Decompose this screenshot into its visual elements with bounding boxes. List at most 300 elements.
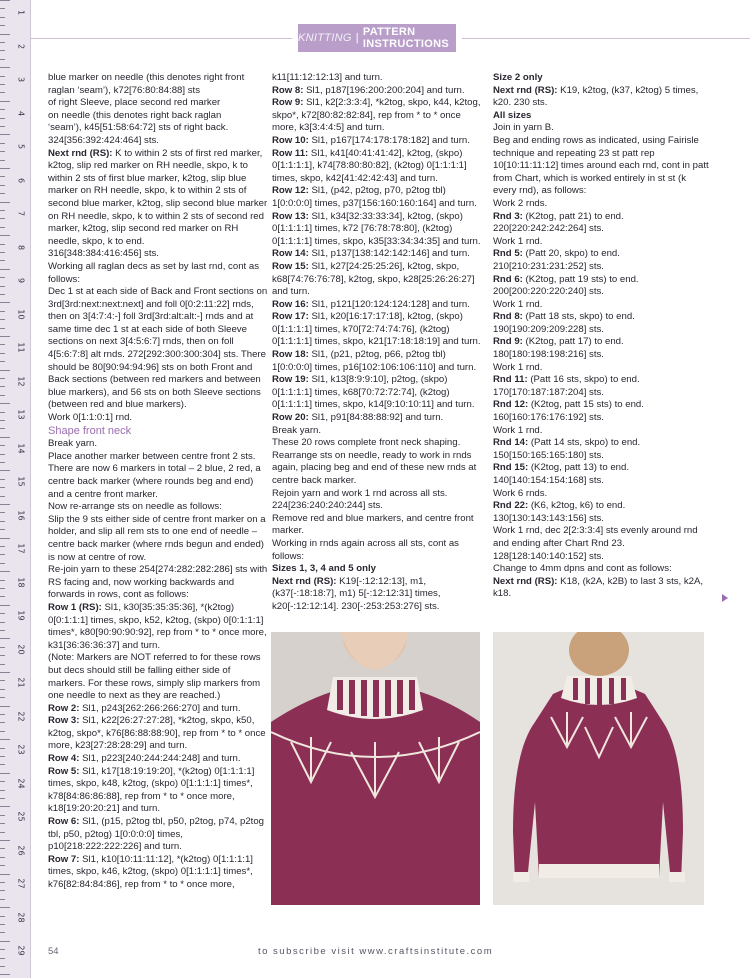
continue-arrow-icon	[722, 594, 728, 602]
instruction-text: Sl1, k30[35:35:35:36], *(k2tog) 0[0:1:1:1] times, skpo, k52, k2tog, (skpo) 0[0:1:1:1] times*, k80[90:90:90:92], rep from * to * once more, k31[36:36:36:37] and turn.	[48, 601, 267, 651]
ruler-tick	[0, 76, 5, 77]
instruction-text: Remove red and blue markers, and centre front marker.	[272, 512, 474, 537]
ruler-tick	[0, 739, 10, 740]
banner-separator: |	[355, 32, 359, 44]
instruction-text: Sl1, p91[84:88:88:92] and turn.	[308, 412, 444, 424]
ruler-tick	[0, 235, 10, 236]
ruler-tick	[0, 756, 5, 757]
section-subheading: Shape front neck	[48, 424, 132, 437]
instruction-text: Now re-arrange sts on needle as follows:	[48, 501, 222, 513]
paragraph	[493, 72, 711, 85]
banner-title: PATTERN INSTRUCTIONS	[362, 26, 450, 50]
ruler-tick	[0, 773, 10, 774]
ruler-number: 13	[16, 409, 26, 420]
instruction-text: Sl1, (p21, p2tog, p66, p2tog tbl) 1[0:0:0:0] times, p16[102:106:106:110] and turn.	[272, 349, 477, 373]
instruction-heading: Row 6:	[48, 816, 80, 828]
ruler-tick	[0, 865, 5, 866]
instruction-text: Working all raglan decs as set by last rnd, cont as follows:	[48, 260, 259, 285]
ruler-tick	[0, 932, 5, 933]
paragraph	[493, 274, 711, 299]
ruler-tick	[0, 252, 5, 253]
ruler-number: 3	[16, 76, 26, 83]
ruler-tick	[0, 134, 10, 135]
instruction-text: These 20 rows complete front neck shaping.	[272, 437, 461, 449]
ruler-number: 23	[16, 744, 26, 755]
instruction-heading: Rnd 14:	[493, 437, 529, 449]
ruler-tick	[0, 143, 5, 144]
instruction-text: Break yarn.	[48, 438, 98, 450]
ruler-tick	[0, 974, 10, 975]
banner-section: KNITTING	[298, 32, 352, 44]
paragraph	[272, 148, 487, 186]
ruler-tick	[0, 848, 5, 849]
ruler-tick	[0, 722, 5, 723]
ruler-tick	[0, 596, 5, 597]
text-column-2	[272, 72, 487, 614]
ruler-tick	[0, 126, 5, 127]
ruler-tick	[0, 966, 5, 967]
ruler-tick	[0, 899, 5, 900]
ruler-tick	[0, 8, 5, 9]
paragraph	[493, 336, 711, 361]
instruction-heading: Next rnd (RS):	[493, 575, 558, 587]
ruler-tick	[0, 302, 10, 303]
ruler-tick	[0, 806, 10, 807]
paragraph	[48, 753, 268, 766]
paragraph	[48, 438, 268, 451]
ruler-tick	[0, 260, 5, 261]
ruler-number: 19	[16, 610, 26, 621]
ruler-tick	[0, 697, 5, 698]
instruction-heading: Next rnd (RS):	[493, 84, 558, 96]
ruler-number: 2	[16, 43, 26, 49]
ruler-tick	[0, 176, 5, 177]
ruler-tick	[0, 42, 5, 43]
ruler-tick	[0, 470, 10, 471]
ruler-tick	[0, 840, 10, 841]
instruction-heading: Next rnd (RS):	[48, 147, 113, 159]
ruler-tick	[0, 630, 5, 631]
ruler-tick	[0, 59, 5, 60]
instruction-text: K18, (k2A, k2B) to last 3 sts, k2A, k18.	[493, 575, 704, 600]
ruler-tick	[0, 294, 5, 295]
ruler-tick	[0, 638, 10, 639]
ruler-number: 8	[16, 244, 26, 250]
ruler-number: 29	[16, 945, 26, 956]
instruction-text: (Patt 14 sts, skpo) to end. 150[150:165:165:180] sts.	[493, 437, 641, 461]
ruler-tick	[0, 823, 5, 824]
instruction-text: Work 2 rnds.	[493, 197, 548, 209]
paragraph	[48, 854, 268, 892]
instruction-text: Work 6 rnds.	[493, 487, 548, 499]
paragraph	[493, 311, 711, 336]
paragraph	[272, 211, 487, 249]
ruler-number: 16	[16, 509, 26, 521]
instruction-text: Sl1, k41[40:41:41:42], k2tog, (skpo) 0[1:1:1:1], k74[78:80:80:82], (k2tog) 0[1:1:1:1] times, skpo, k42[41:42:42:43] and turn.	[272, 147, 467, 184]
ruler-number: 24	[16, 777, 26, 789]
header-rule-left	[30, 38, 292, 39]
instruction-text: k11[11:12:12:13] and turn.	[272, 72, 383, 83]
paragraph	[272, 538, 487, 563]
ruler-tick	[0, 403, 10, 404]
instruction-text: Work 1 rnd.	[493, 424, 543, 436]
ruler-tick	[0, 563, 5, 564]
paragraph	[272, 576, 487, 614]
paragraph	[493, 236, 711, 249]
instruction-text: 316[348:384:416:456] sts.	[48, 248, 159, 260]
paragraph	[48, 564, 268, 602]
instruction-text: K to within 2 sts of first red marker, k2tog, slip red marker on RH needle, skpo, k to within 2 sts of first blue marker, k2tog, slip blue marker on RH needle, skpo, k to within 2 sts of second blue marker, k2tog, slip second blue marker on RH needle, skpo, k to within 2 sts of second red marker, k2tog, slip second red marker on RH needle, skpo, k to end.	[48, 147, 268, 247]
ruler-tick	[0, 714, 5, 715]
ruler-tick	[0, 580, 5, 581]
paragraph	[272, 135, 487, 148]
instruction-heading: Row 3:	[48, 715, 80, 727]
paragraph	[272, 425, 487, 438]
instruction-text: Place another marker between centre front 2 sts. There are now 6 markers in total – 2 blue, 2 red, a centre back marker (where rounds beg and end) and a centre front marker.	[48, 450, 261, 500]
instruction-text: Work 1 rnd, dec 2[2:3:3:4] sts evenly around rnd and ending after Chart Rnd 23. 128[128:140:140:152] sts.	[493, 525, 698, 562]
paragraph	[48, 501, 268, 514]
ruler-tick	[0, 437, 10, 438]
paragraph	[493, 122, 711, 135]
paragraph	[272, 85, 487, 98]
ruler-tick	[0, 890, 5, 891]
ruler-tick	[0, 496, 5, 497]
paragraph	[493, 500, 711, 525]
measuring-ruler	[0, 0, 31, 978]
ruler-tick	[0, 218, 5, 219]
paragraph	[48, 816, 268, 854]
instruction-heading: Row 13:	[272, 210, 309, 222]
instruction-text: Sl1, (p42, p2tog, p70, p2tog tbl) 1[0:0:0:0] times, p37[156:160:160:164] and turn.	[272, 185, 477, 209]
ruler-tick	[0, 622, 5, 623]
paragraph	[48, 97, 268, 110]
instruction-heading: Row 4:	[48, 753, 80, 765]
ruler-tick	[0, 160, 5, 161]
instruction-heading: Next rnd (RS):	[272, 575, 337, 587]
ruler-tick	[0, 428, 5, 429]
instruction-heading: Rnd 9:	[493, 336, 523, 348]
ruler-tick	[0, 269, 10, 270]
ruler-tick	[0, 378, 5, 379]
instruction-heading: Row 17:	[272, 311, 309, 323]
instruction-text: (Patt 16 sts, skpo) to end. 170[170:187:187:204] sts.	[493, 374, 640, 398]
ruler-tick	[0, 571, 10, 572]
paragraph	[48, 72, 268, 97]
ruler-tick	[0, 185, 5, 186]
paragraph	[493, 362, 711, 375]
page-number: 54	[48, 946, 59, 957]
instruction-heading: Row 19:	[272, 374, 309, 386]
ruler-tick	[0, 370, 10, 371]
instruction-text: Sl1, k13[8:9:9:10], p2tog, (skpo) 0[1:1:1:1] times, k68[70:72:72:74], (k2tog) 0[1:1:1:1] times, skpo, k14[9:10:10:11] and turn.	[272, 374, 475, 411]
instruction-heading: Row 9:	[272, 97, 304, 109]
instruction-heading: Rnd 15:	[493, 462, 529, 474]
ruler-tick	[0, 554, 5, 555]
header-rule-right	[462, 38, 750, 39]
instruction-text: (Patt 20, skpo) to end. 210[210:231:231:252] sts.	[493, 248, 620, 272]
paragraph	[272, 488, 487, 513]
paragraph	[272, 261, 487, 299]
paragraph	[493, 525, 711, 563]
instruction-heading: Row 8:	[272, 84, 304, 96]
paragraph	[48, 122, 268, 135]
paragraph	[493, 374, 711, 399]
ruler-number: 1	[16, 9, 26, 16]
ruler-tick	[0, 445, 5, 446]
instruction-text: Sl1, k2[2:3:3:4], *k2tog, skpo, k44, k2tog, skpo*, k72[80:82:82:84], rep from * to * once more, k3[3:4:4:5] and turn.	[272, 97, 481, 134]
paragraph	[272, 311, 487, 349]
instruction-heading: Rnd 11:	[493, 374, 528, 386]
ruler-tick	[0, 386, 5, 387]
paragraph	[272, 97, 487, 135]
ruler-tick	[0, 336, 10, 337]
instruction-heading: Row 12:	[272, 185, 309, 197]
ruler-number: 6	[16, 177, 26, 183]
instruction-text: (K2tog, patt 15 sts) to end. 160[160:176:176:192] sts.	[493, 399, 644, 424]
ruler-tick	[0, 588, 5, 589]
ruler-tick	[0, 655, 5, 656]
instruction-text: Work 1 rnd.	[493, 235, 543, 247]
ruler-tick	[0, 546, 5, 547]
ruler-tick	[0, 731, 5, 732]
paragraph	[493, 399, 711, 424]
instruction-heading: Rnd 8:	[493, 311, 523, 323]
ruler-number: 7	[16, 210, 26, 217]
paragraph	[48, 703, 268, 716]
ruler-tick	[0, 605, 10, 606]
ruler-tick	[0, 319, 5, 320]
ruler-tick	[0, 344, 5, 345]
ruler-tick	[0, 454, 5, 455]
instruction-text: Sl1, k17[18:19:19:20], *(k2tog) 0[1:1:1:1] times, skpo, k48, k2tog, (skpo) 0[1:1:1:1] times*, k78[84:86:86:88], rep from * to * once more, k18[19:20:20:21] and turn.	[48, 765, 255, 815]
ruler-tick	[0, 941, 10, 942]
ruler-tick	[0, 790, 5, 791]
instruction-text: ‘seam’), k45[51:58:64:72] sts of right back.	[48, 122, 229, 134]
instruction-heading: Sizes 1, 3, 4 and 5 only	[272, 563, 376, 575]
paragraph	[48, 148, 268, 249]
instruction-text: Sl1, p187[196:200:200:204] and turn.	[303, 84, 465, 96]
ruler-tick	[0, 479, 5, 480]
instruction-text: Sl1, p121[120:124:124:128] and turn.	[308, 298, 470, 310]
paragraph	[48, 135, 268, 148]
ruler-tick	[0, 672, 10, 673]
ruler-tick	[0, 227, 5, 228]
paragraph	[493, 211, 711, 236]
ruler-tick	[0, 420, 5, 421]
instruction-heading: Rnd 5:	[493, 248, 523, 260]
ruler-tick	[0, 50, 5, 51]
paragraph	[48, 715, 268, 753]
instruction-heading: Rnd 6:	[493, 273, 523, 285]
instruction-text: Rejoin yarn and work 1 rnd across all sts. 224[236:240:240:244] sts.	[272, 487, 448, 512]
instruction-heading: Row 1 (RS):	[48, 601, 102, 613]
instruction-text: Sl1, k34[32:33:33:34], k2tog, (skpo) 0[1:1:1:1] times, k72 [76:78:78:80], (k2tog) 0[1:1:1:1] times, skpo, k35[33:34:34:35] and turn.	[272, 210, 481, 247]
ruler-tick	[0, 647, 5, 648]
ruler-tick	[0, 949, 5, 950]
ruler-tick	[0, 353, 5, 354]
instruction-heading: Rnd 3:	[493, 210, 523, 222]
instruction-text: Re-join yarn to these 254[274:282:282:286] sts with RS facing and, now working backwards and forwards in rows, cont as follows:	[48, 564, 268, 601]
instruction-heading: Row 15:	[272, 260, 309, 272]
ruler-tick	[0, 529, 5, 530]
instruction-text: K19[-:12:12:13], m1, (k37[-:18:18:7], m1) 5[-:12:12:31] times, k20[-:12:12:14]. 230[-:253:253:276] sts.	[272, 575, 441, 612]
ruler-tick	[0, 17, 5, 18]
ruler-tick	[0, 798, 5, 799]
ruler-tick	[0, 92, 5, 93]
instruction-text: of right Sleeve, place second red marker	[48, 97, 221, 109]
ruler-tick	[0, 84, 5, 85]
ruler-tick	[0, 193, 5, 194]
paragraph	[493, 425, 711, 438]
ruler-tick	[0, 874, 10, 875]
ruler-tick	[0, 395, 5, 396]
ruler-number: 11	[16, 342, 26, 353]
instruction-text: Work 1 rnd.	[493, 361, 543, 373]
instruction-heading: Row 5:	[48, 765, 80, 777]
instruction-text: Sl1, p223[240:244:244:248] and turn.	[79, 753, 241, 765]
paragraph	[48, 425, 268, 439]
paragraph	[493, 135, 711, 198]
paragraph	[272, 185, 487, 210]
paragraph	[493, 198, 711, 211]
instruction-text: Sl1, (p15, p2tog tbl, p50, p2tog, p74, p2tog tbl, p50, p2tog) 1[0:0:0:0] times, p10[218:222:222:226] and turn.	[48, 816, 265, 853]
paragraph	[272, 72, 487, 85]
instruction-text: Work 1 rnd.	[493, 298, 543, 310]
paragraph	[272, 374, 487, 412]
instruction-heading: Rnd 12:	[493, 399, 529, 411]
ruler-tick	[0, 916, 5, 917]
ruler-tick	[0, 412, 5, 413]
instruction-text: Work 0[1:1:0:1] rnd.	[48, 412, 133, 424]
paragraph	[272, 437, 487, 450]
ruler-number: 4	[16, 110, 26, 116]
paragraph	[272, 248, 487, 261]
ruler-tick	[0, 680, 5, 681]
ruler-number: 15	[16, 476, 26, 487]
ruler-tick	[0, 857, 5, 858]
paragraph	[48, 514, 268, 564]
ruler-tick	[0, 277, 5, 278]
instruction-text: Join in yarn B.	[493, 122, 554, 134]
instruction-text: Change to 4mm dpns and cont as follows:	[493, 563, 672, 575]
instruction-text: Sl1, k20[16:17:17:18], k2tog, (skpo) 0[1:1:1:1] times, k70[72:74:74:76], (k2tog) 0[1:1:1:1] times, skpo, k21[17:18:18:19] and turn.	[272, 311, 481, 348]
instruction-heading: Row 11:	[272, 147, 309, 159]
ruler-tick	[0, 328, 5, 329]
instruction-heading: Row 7:	[48, 853, 80, 865]
ruler-number: 12	[16, 375, 26, 387]
instruction-text: Beg and ending rows as indicated, using Fairisle technique and repeating 23 st patt rep 10[10:11:11:12] times around each rnd, cont in patt from Chart, which is worked entirely in st st (k every rnd), as follows:	[493, 134, 709, 197]
paragraph	[493, 437, 711, 462]
ruler-tick	[0, 907, 10, 908]
ruler-number: 18	[16, 576, 26, 588]
instruction-text: (Patt 18 sts, skpo) to end. 190[190:209:209:228] sts.	[493, 311, 635, 335]
instruction-text: K19, k2tog, (k37, k2tog) 5 times, k20. 230 sts.	[493, 84, 699, 109]
sweater-back-photo	[493, 632, 704, 905]
ruler-tick	[0, 109, 5, 110]
ruler-tick	[0, 210, 5, 211]
ruler-number: 22	[16, 710, 26, 722]
ruler-tick	[0, 512, 5, 513]
ruler-tick	[0, 67, 10, 68]
ruler-number: 9	[16, 277, 26, 284]
ruler-tick	[0, 34, 10, 35]
ruler-tick	[0, 815, 5, 816]
instruction-text: Working in rnds again across all sts, cont as follows:	[272, 537, 459, 562]
instruction-heading: Rnd 22:	[493, 500, 529, 512]
instruction-text: Sl1, k27[24:25:25:26], k2tog, skpo, k68[74:76:76:78], k2tog, skpo, k28[25:26:26:27] and turn.	[272, 260, 475, 298]
paragraph	[48, 602, 268, 652]
ruler-tick	[0, 958, 5, 959]
instruction-text: (K2tog, patt 13) to end. 140[140:154:154:168] sts.	[493, 462, 629, 486]
instruction-text: Sl1, p137[138:142:142:146] and turn.	[308, 248, 470, 260]
paragraph	[48, 286, 268, 412]
ruler-tick	[0, 202, 10, 203]
paragraph	[493, 248, 711, 273]
ruler-number: 25	[16, 811, 26, 822]
paragraph	[493, 488, 711, 501]
ruler-tick	[0, 462, 5, 463]
ruler-tick	[0, 311, 5, 312]
paragraph	[272, 563, 487, 576]
ruler-number: 21	[16, 677, 26, 688]
instruction-heading: Size 2 only	[493, 72, 543, 83]
instruction-text: Sl1, k10[10:11:11:12], *(k2tog) 0[1:1:1:1] times, skpo, k46, k2tog, (skpo) 0[1:1:1:1] times*, k76[82:84:84:86], rep from * to * once more,	[48, 853, 253, 890]
instruction-text: (Note: Markers are NOT referred to for these rows but decs should still be falling either side of markers. For these rows, simply slip markers from one needle to next as they are reached.)	[48, 652, 261, 702]
ruler-tick	[0, 361, 5, 362]
instruction-heading: Row 16:	[272, 298, 309, 310]
paragraph	[48, 261, 268, 286]
sweater-front-photo	[271, 632, 480, 905]
ruler-tick	[0, 151, 5, 152]
instruction-heading: All sizes	[493, 109, 532, 121]
instruction-text: Break yarn.	[272, 424, 322, 436]
instruction-text: (K2tog, patt 17) to end. 180[180:198:198:216] sts.	[493, 336, 624, 361]
paragraph	[48, 110, 268, 123]
text-column-1	[48, 72, 268, 892]
ruler-tick	[0, 781, 5, 782]
ruler-tick	[0, 748, 5, 749]
paragraph	[272, 349, 487, 374]
ruler-number: 14	[16, 442, 26, 454]
ruler-tick	[0, 487, 5, 488]
ruler-number: 28	[16, 911, 26, 923]
ruler-tick	[0, 538, 10, 539]
ruler-tick	[0, 244, 5, 245]
instruction-heading: Row 2:	[48, 702, 80, 714]
instruction-text: (K6, k2tog, k6) to end. 130[130:143:143:156] sts.	[493, 500, 626, 524]
ruler-tick	[0, 0, 10, 1]
ruler-tick	[0, 118, 5, 119]
paragraph	[493, 563, 711, 576]
paragraph	[493, 576, 711, 601]
instruction-text: Sl1, p167[174:178:178:182] and turn.	[308, 134, 470, 146]
ruler-number: 5	[16, 143, 26, 150]
instruction-text: Sl1, p243[262:266:266:270] and turn.	[79, 702, 241, 714]
paragraph	[48, 451, 268, 501]
paragraph	[272, 412, 487, 425]
ruler-tick	[0, 924, 5, 925]
ruler-tick	[0, 101, 10, 102]
instruction-text: (K2tog, patt 21) to end. 220[220:242:242:264] sts.	[493, 210, 624, 235]
paragraph	[272, 450, 487, 488]
ruler-tick	[0, 168, 10, 169]
ruler-tick	[0, 504, 10, 505]
instruction-heading: Row 20:	[272, 412, 309, 424]
ruler-tick	[0, 882, 5, 883]
paragraph	[493, 110, 711, 123]
ruler-tick	[0, 706, 10, 707]
paragraph	[493, 462, 711, 487]
